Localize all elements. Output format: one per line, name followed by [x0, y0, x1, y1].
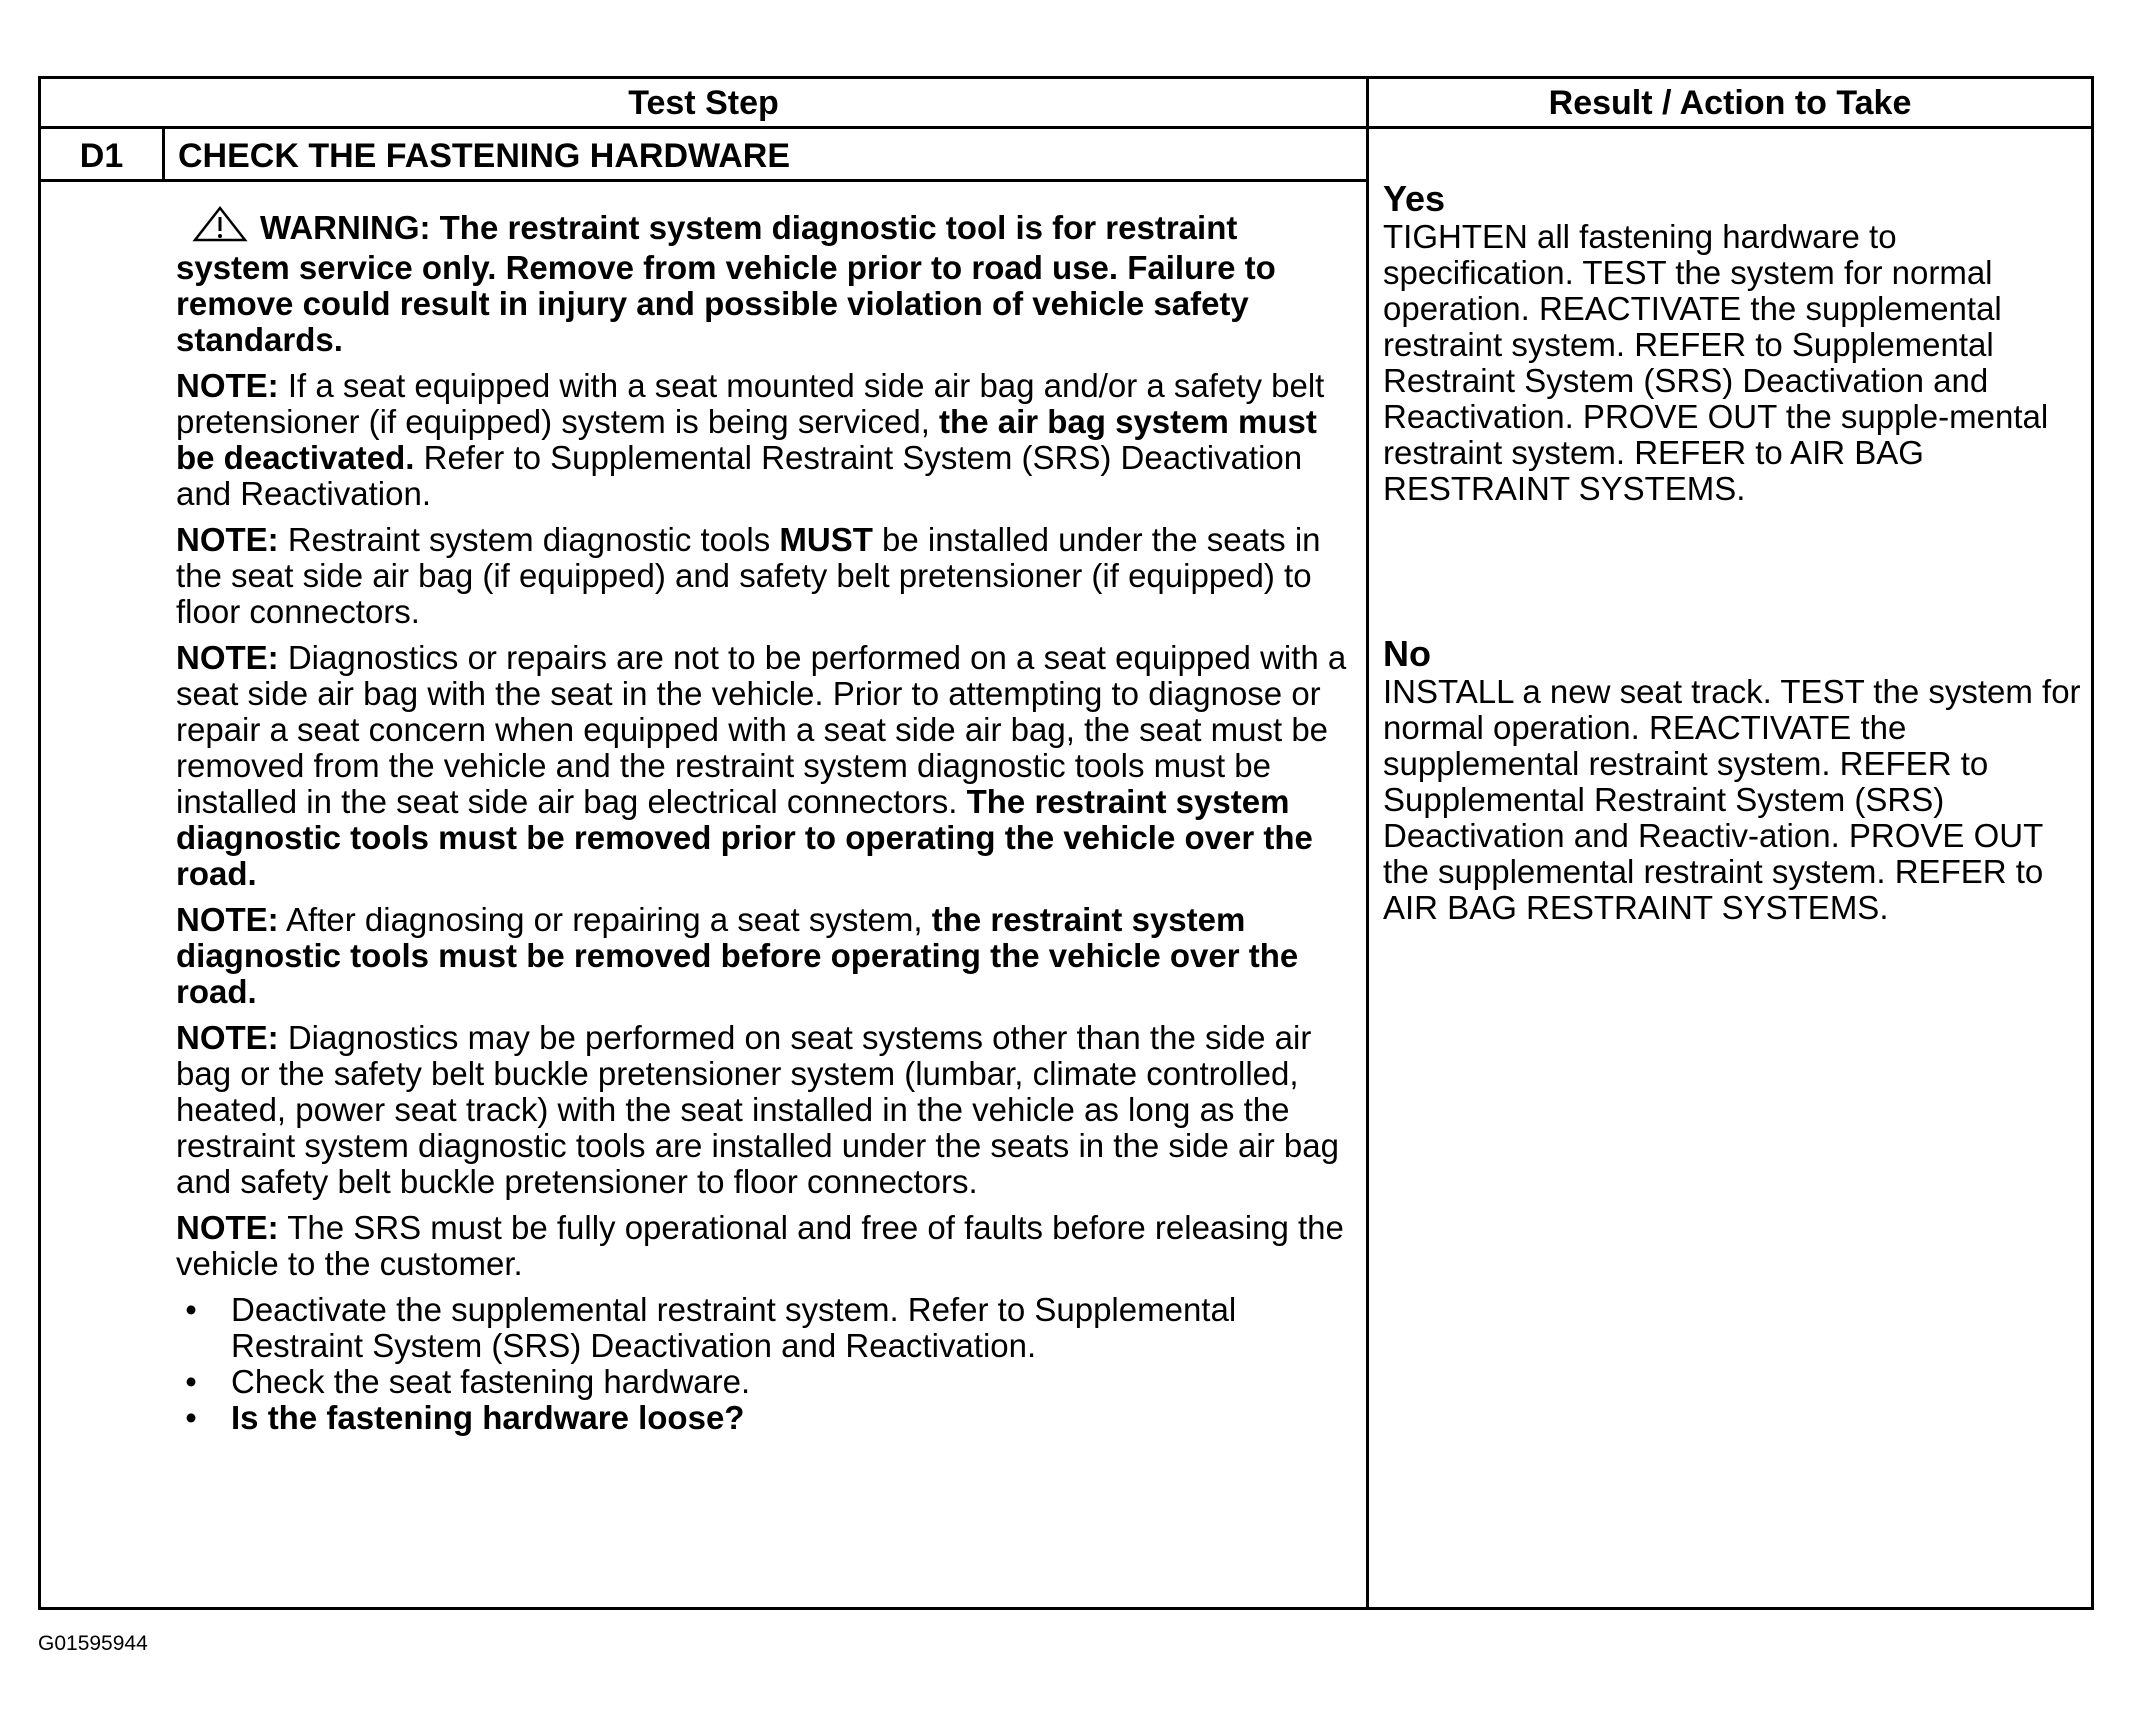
result-no-text: INSTALL a new seat track. TEST the system for normal operation. REACTIVATE the supplemental restraint system. REFER to Supplemental Restraint System (SRS) Deactivation and Reactiv-ation. PROVE OUT the supplemental restraint system. REFER to AIR BAG RESTRAINT SYSTEMS.	[1383, 673, 2081, 926]
action-bullet-item	[176, 1400, 1356, 1436]
note-label: NOTE:	[176, 1209, 279, 1246]
notes-list	[176, 368, 1356, 1282]
note-text: the air bag system must be deactivated.	[176, 403, 1317, 476]
note-text: be installed under the seats in the seat side air bag (if equipped) and safety belt pretensioner (if equipped) to floor connectors.	[176, 521, 1321, 630]
bullet-icon: •	[185, 1291, 197, 1328]
note-text: Restraint system diagnostic tools	[278, 521, 780, 558]
step-id-divider	[162, 126, 165, 182]
bullet-icon: •	[185, 1399, 197, 1436]
result-no	[1383, 634, 2095, 926]
figure-id: G01595944	[38, 1632, 148, 1655]
column-divider	[1366, 79, 1369, 1607]
step-id: D1	[79, 137, 124, 175]
action-bullet-item	[176, 1364, 1356, 1400]
note-label: NOTE:	[176, 521, 279, 558]
header-result-action: Result / Action to Take	[1548, 84, 1912, 122]
bullet-icon: •	[185, 1363, 197, 1400]
note-text: The restraint system diagnostic tools must be removed prior to operating the vehicle over the road.	[176, 783, 1313, 892]
note-label: NOTE:	[176, 367, 279, 404]
note-text: Diagnostics may be performed on seat systems other than the side air bag or the safety belt buckle pretensioner system (lumbar, climate controlled, heated, power seat track) with the seat installed in the vehicle as long as the restraint system diagnostic tools are installed under the seats in the side air bag and safety belt buckle pretensioner to floor connectors.	[176, 1019, 1339, 1200]
note-label: NOTE:	[176, 639, 279, 676]
action-bullets	[176, 1292, 1356, 1436]
action-bullet-item	[176, 1292, 1356, 1364]
note-paragraph	[176, 1210, 1356, 1282]
test-step-table	[38, 76, 2094, 1610]
note-paragraph	[176, 368, 1356, 512]
header-test-step: Test Step	[628, 84, 779, 122]
note-text: Diagnostics or repairs are not to be performed on a seat equipped with a seat side air bag with the seat in the vehicle. Prior to attempting to diagnose or repair a seat concern when equipped with a seat side air bag, the seat must be removed from the vehicle and the restraint system diagnostic tools must be installed in the seat side air bag electrical connectors.	[176, 639, 1347, 820]
note-text: the restraint system diagnostic tools must be removed before operating the vehicle over the road.	[176, 901, 1299, 1010]
bullet-text: Check the seat fastening hardware.	[231, 1363, 751, 1400]
result-yes-text: TIGHTEN all fastening hardware to specification. TEST the system for normal operation. REACTIVATE the supplemental restraint system. REFER to Supplemental Restraint System (SRS) Deactivation and Reactivation. PROVE OUT the supple-mental restraint system. REFER to AIR BAG RESTRAINT SYSTEMS.	[1383, 218, 2049, 507]
result-yes	[1383, 179, 2095, 507]
note-paragraph	[176, 1020, 1356, 1200]
warning-triangle-icon	[192, 205, 248, 250]
note-text: Refer to Supplemental Restraint System (SRS) Deactivation and Reactivation.	[176, 439, 1303, 512]
bullet-text: Deactivate the supplemental restraint system. Refer to Supplemental Restraint System (SRS) Deactivation and Reactivation.	[231, 1291, 1237, 1364]
step-title: CHECK THE FASTENING HARDWARE	[178, 137, 791, 175]
test-step-body	[176, 205, 1356, 1436]
warning-paragraph	[176, 205, 1356, 358]
note-text: After diagnosing or repairing a seat system,	[278, 901, 932, 938]
result-no-label: No	[1383, 633, 1431, 674]
note-label: NOTE:	[176, 901, 279, 938]
bullet-text: Is the fastening hardware loose?	[231, 1399, 745, 1436]
note-text: If a seat equipped with a seat mounted side air bag and/or a safety belt pretensioner (if equipped) system is being serviced,	[176, 367, 1325, 440]
warning-text: WARNING: The restraint system diagnostic tool is for restraint system service only. Remove from vehicle prior to road use. Failure to remove could result in injury and possible violation of vehicle safety standards.	[176, 209, 1276, 358]
note-label: NOTE:	[176, 1019, 279, 1056]
note-paragraph	[176, 902, 1356, 1010]
note-paragraph	[176, 522, 1356, 630]
note-text: The SRS must be fully operational and free of faults before releasing the vehicle to the customer.	[176, 1209, 1344, 1282]
result-yes-label: Yes	[1383, 178, 1446, 219]
note-text: MUST	[779, 521, 873, 558]
note-paragraph	[176, 640, 1356, 892]
